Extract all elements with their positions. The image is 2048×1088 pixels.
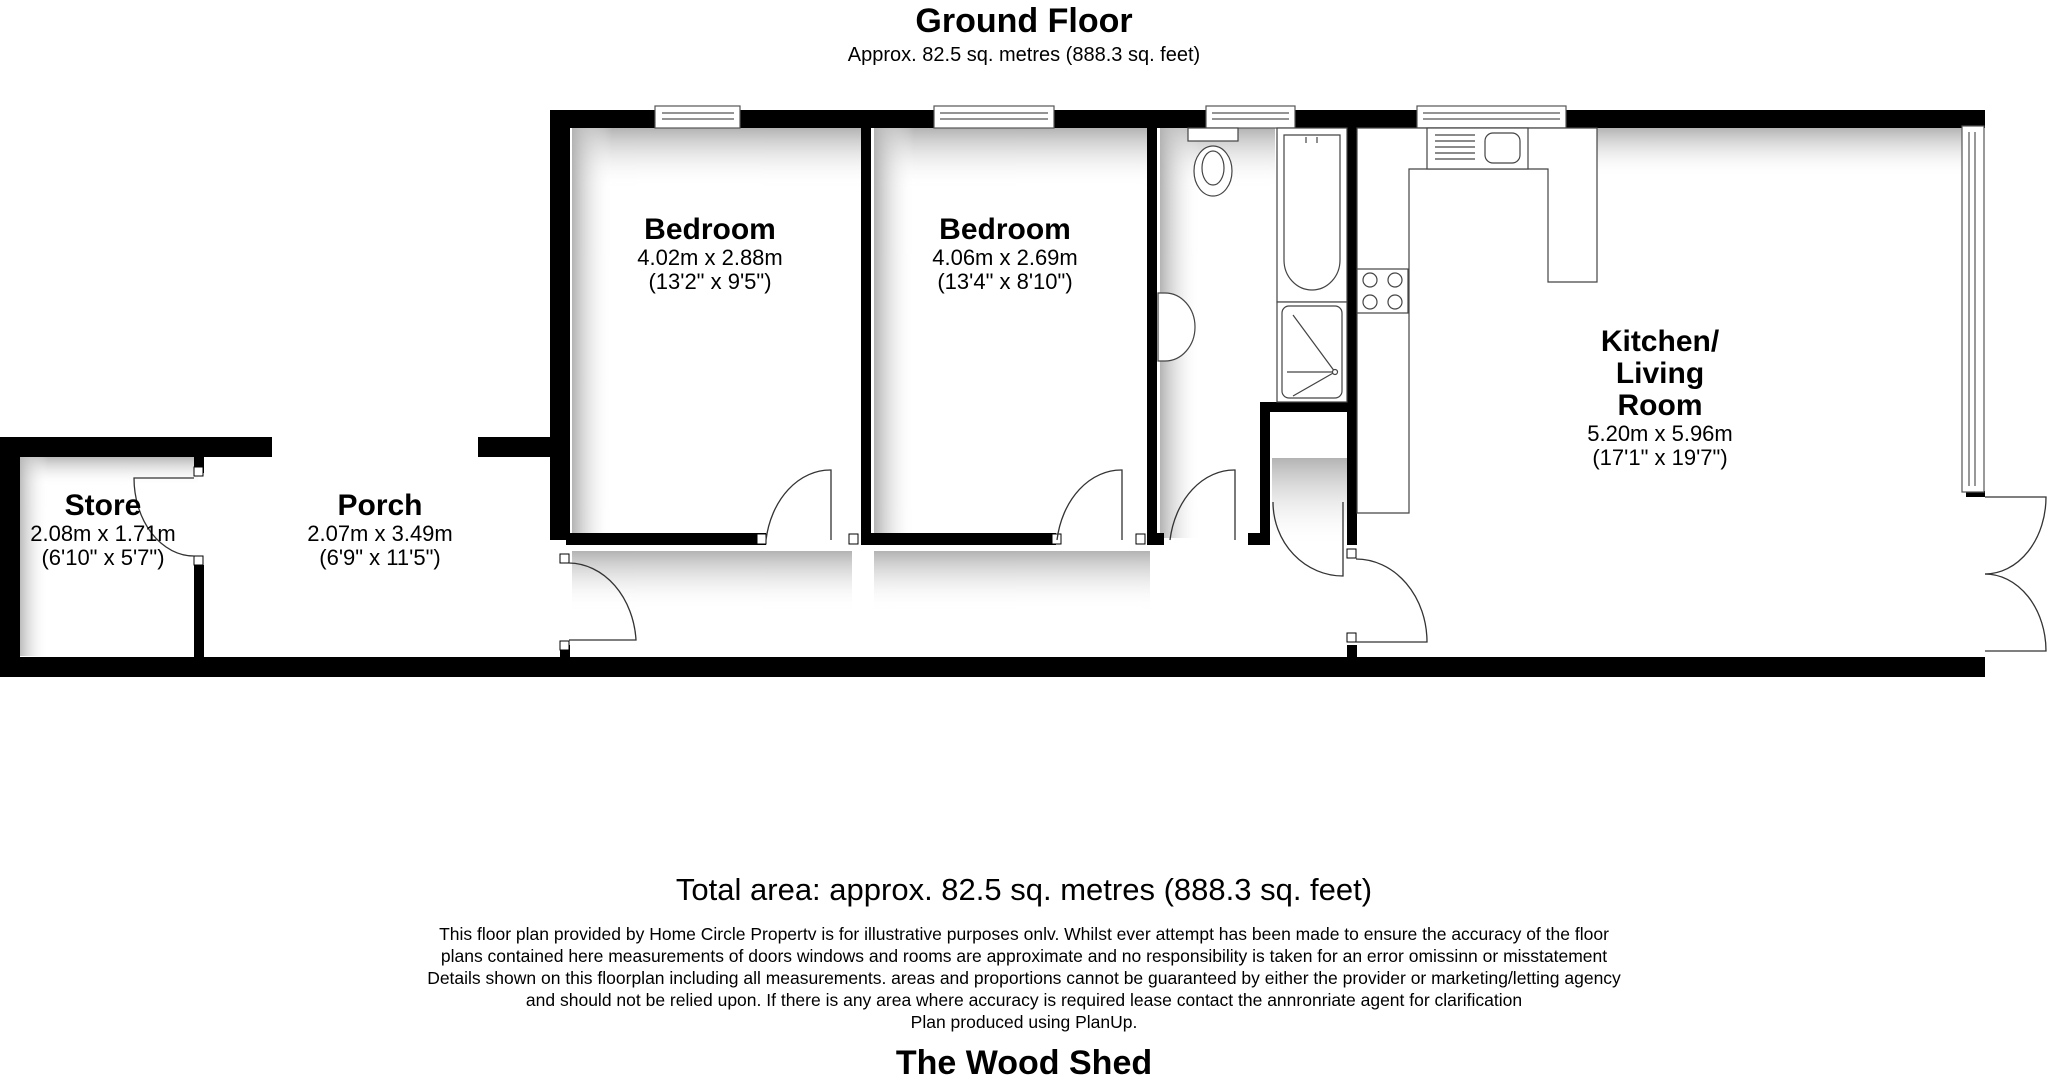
door-bedroom-2 (1057, 470, 1122, 540)
room-name: Store (64, 489, 142, 522)
room-dimensions-metric: 4.02m x 2.88m (637, 245, 783, 270)
room-dimensions-imperial: (6'10" x 5'7") (41, 545, 165, 570)
window-bathroom (1206, 106, 1295, 128)
room-dimensions-metric: 5.20m x 5.96m (1587, 421, 1733, 446)
room-name: Bedroom (644, 213, 776, 246)
disclaimer-line: and should not be relied upon. If there is any area where accuracy is required lease contact the annronriate agent for clarification (525, 990, 1523, 1010)
room-porch (280, 490, 480, 570)
total-area: Total area: approx. 82.5 sq. metres (888.3 sq. feet) (675, 872, 1373, 907)
room-dimensions-imperial: (6'9" x 11'5") (319, 545, 441, 570)
sink-bowl-icon (1485, 133, 1520, 163)
room-dimensions-metric: 2.07m x 3.49m (307, 521, 453, 546)
disclaimer-line: This floor plan provided by Home Circle Propertv is for illustrative purposes onlv. Whilst ever attempt has been made to ensure the accuracy of the floor (439, 924, 1609, 944)
door-bedroom-1 (766, 470, 831, 540)
window-bedroom-2 (934, 106, 1054, 128)
room-kitchen-living (1560, 326, 1760, 470)
room-name-line: Room (1617, 389, 1703, 422)
room-store (8, 490, 198, 570)
plan-credit: Plan produced using PlanUp. (910, 1012, 1138, 1032)
room-bedroom-2 (905, 214, 1105, 294)
french-door-upper (1985, 497, 2046, 574)
french-door-lower (1985, 574, 2046, 651)
bathtub-icon (1284, 135, 1340, 290)
window-bedroom-1 (655, 106, 740, 128)
room-dimensions-imperial: (17'1" x 19'7") (1592, 445, 1728, 470)
floor-title: Ground Floor (915, 2, 1133, 40)
window-kitchen (1417, 106, 1566, 128)
room-name: Porch (337, 489, 423, 522)
room-dimensions-imperial: (13'4" x 8'10") (937, 269, 1073, 294)
room-dimensions-metric: 2.08m x 1.71m (30, 521, 176, 546)
room-dimensions-metric: 4.06m x 2.69m (932, 245, 1078, 270)
window-living-room (1962, 126, 1984, 492)
room-name-line: Kitchen/ (1600, 325, 1720, 358)
room-name-line: Living (1615, 357, 1705, 390)
toilet-cistern (1188, 128, 1238, 141)
disclaimer-line: Details shown on this floorplan including all measurements. areas and proportions cannot be guaranteed by either the provider or marketing/letting agency (427, 968, 1621, 988)
door-kitchen (1356, 559, 1427, 642)
room-bedroom-1 (610, 214, 810, 294)
disclaimer-line: plans contained here measurements of doors windows and rooms are approximate and no responsibility is taken for an error omissinn or misstatement (440, 946, 1608, 966)
floor-area-subtitle: Approx. 82.5 sq. metres (888.3 sq. feet) (847, 44, 1201, 66)
room-name: Bedroom (939, 213, 1071, 246)
room-dimensions-imperial: (13'2" x 9'5") (648, 269, 772, 294)
property-name: The Wood Shed (895, 1044, 1153, 1082)
